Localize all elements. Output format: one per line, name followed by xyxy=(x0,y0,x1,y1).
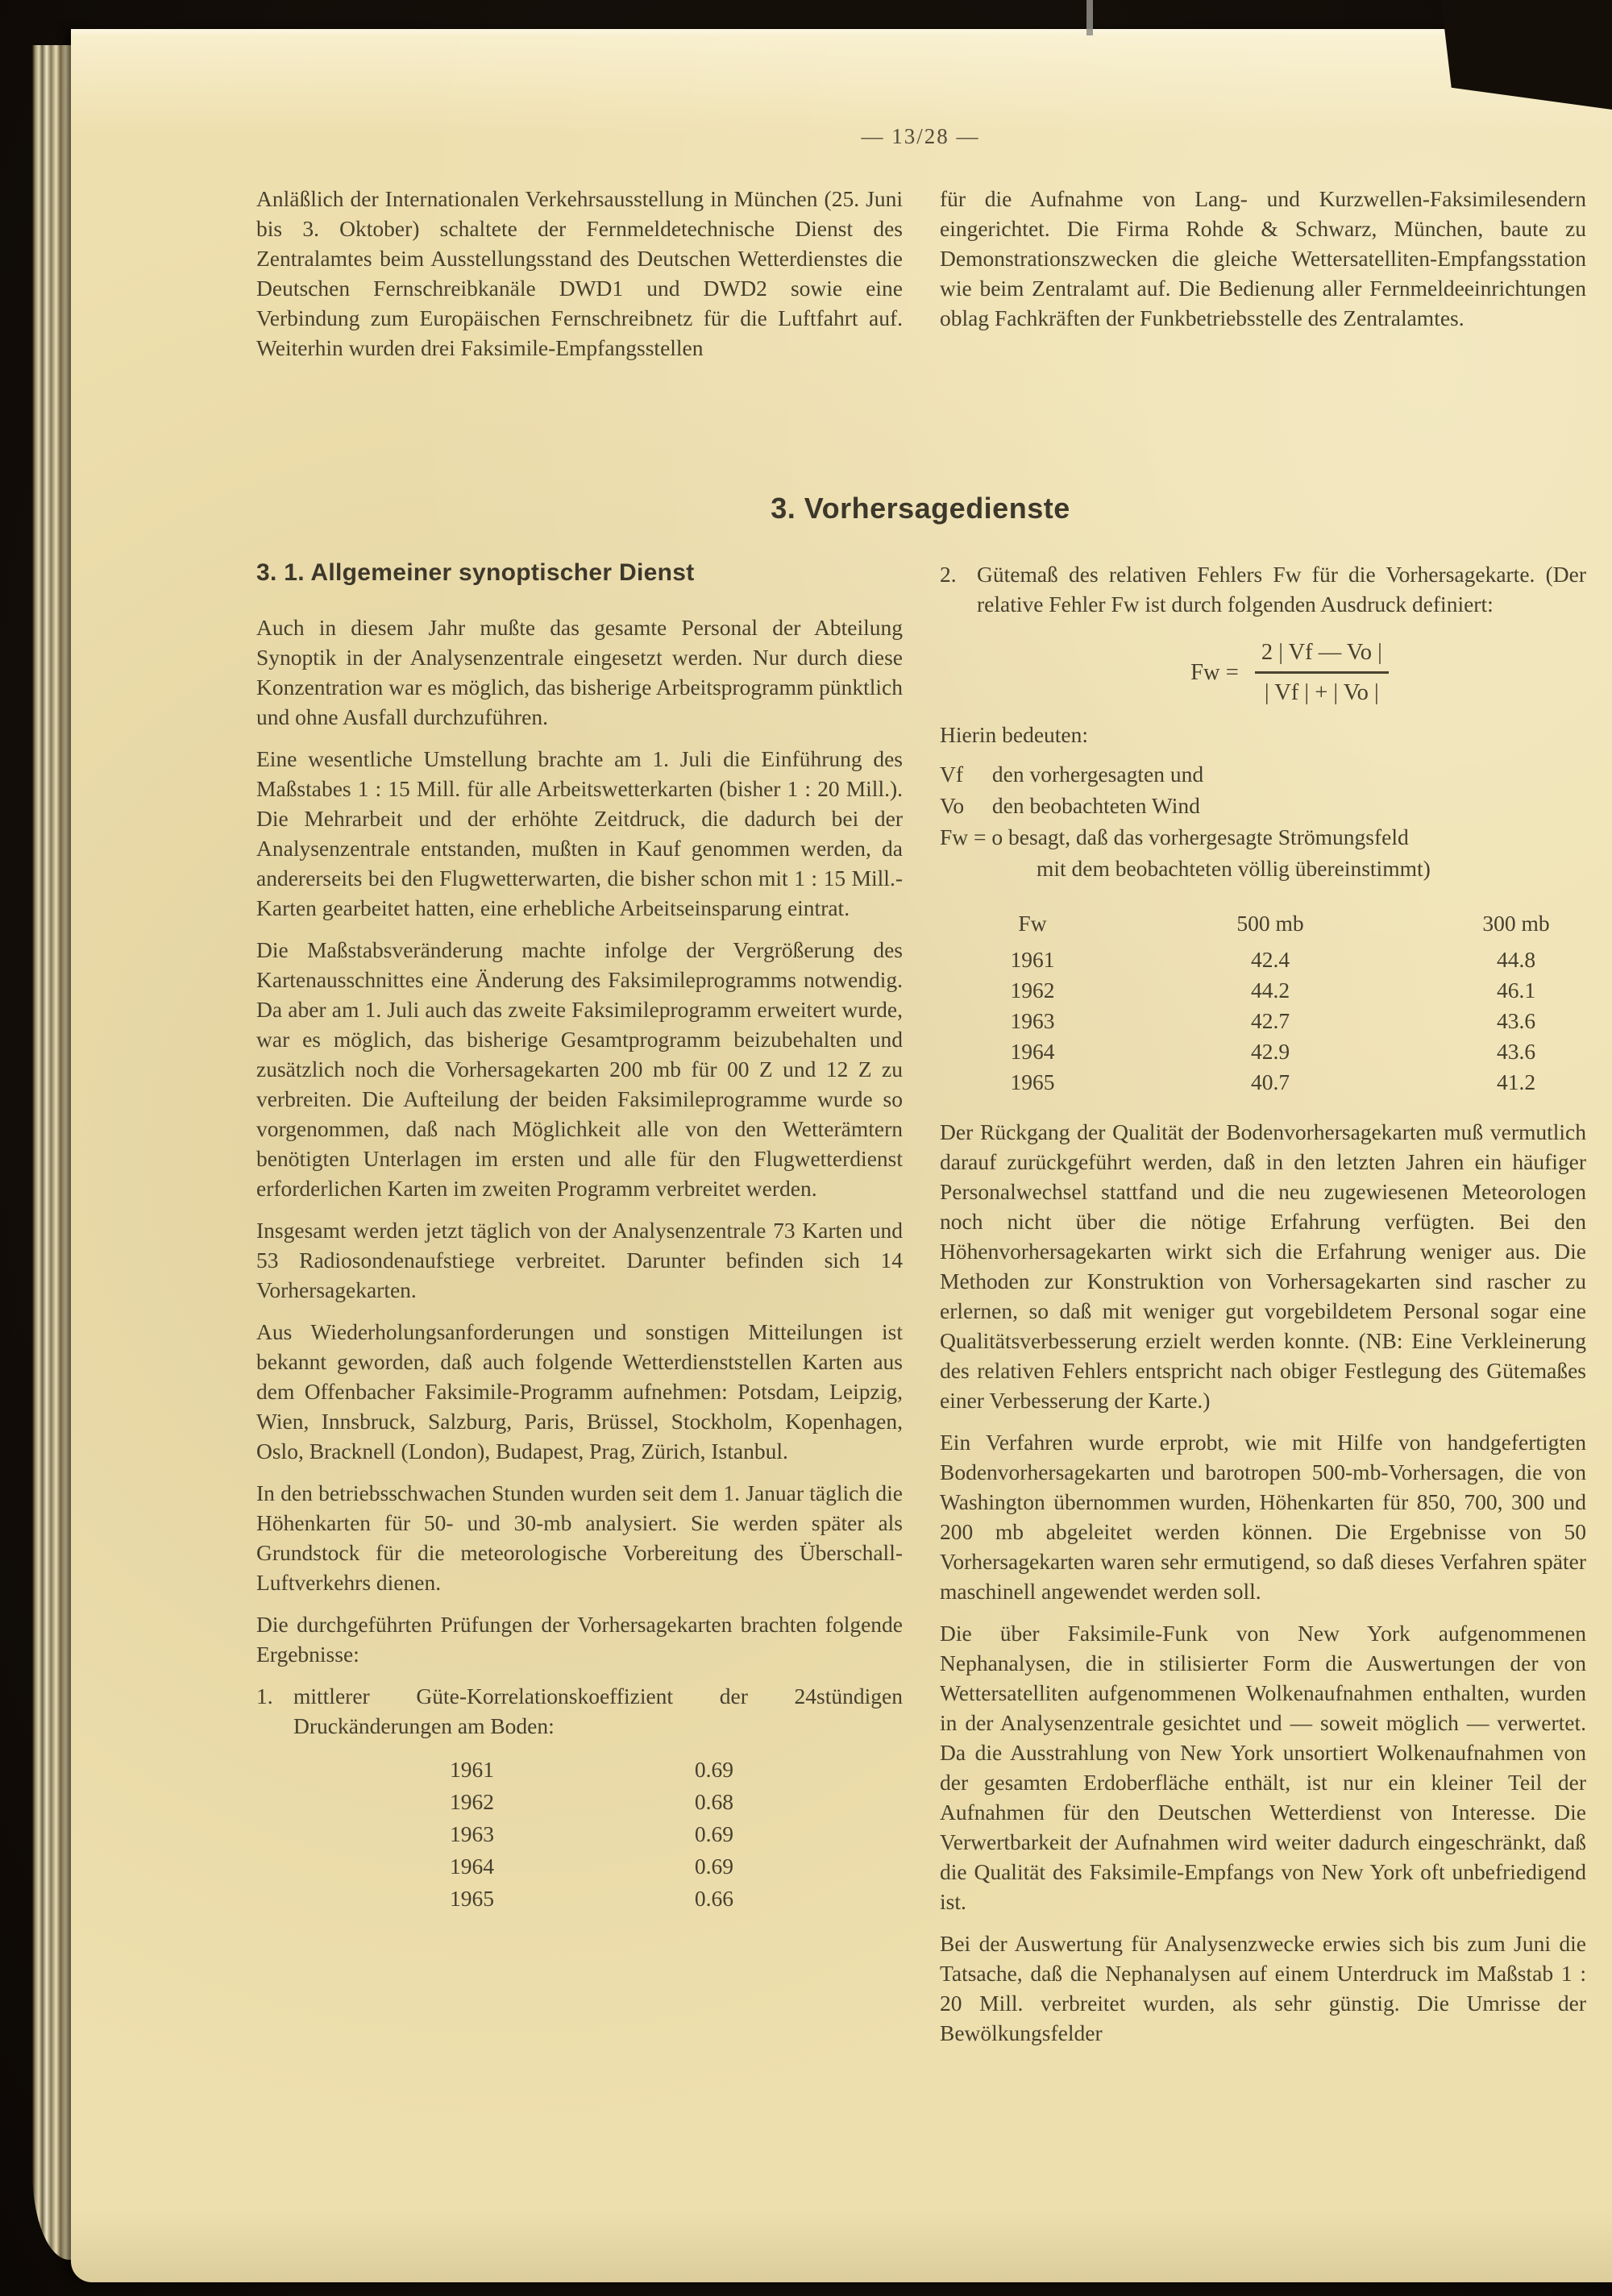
fw-table-row xyxy=(940,1006,1586,1036)
definitions-intro: Hierin bedeuten: xyxy=(940,722,1089,747)
subsection-heading: 3. 1. Allgemeiner synoptischer Dienst xyxy=(256,559,695,586)
formula-fraction xyxy=(1252,640,1392,706)
mb300-cell: 46.1 xyxy=(1496,978,1536,1003)
scan-artifact-line xyxy=(1086,0,1093,35)
vf-symbol: Vf xyxy=(940,762,964,787)
intro-paragraph-row xyxy=(256,184,1586,375)
header-cell: 300 mb xyxy=(1482,911,1550,936)
intro-right-column xyxy=(940,184,1586,375)
body-paragraph: Aus Wiederholungsanforderungen und sonstigen Mitteilungen ist bekannt geworden, daß auch folgende Wetterdienststellen Karten aus dem Offenbacher Faksimile-Programm aufnehmen: Potsdam, Leipzig, Wien, Innsbruck, Salzburg, Paris, Brüssel, Stockholm, Kopenhagen, Oslo, Bracknell (London), Budapest, Prag, Zürich, Istanbul. xyxy=(256,1319,903,1464)
scanned-page xyxy=(71,29,1612,2282)
ordered-item-2 xyxy=(940,559,1586,619)
value-cell: 0.69 xyxy=(694,1757,733,1782)
mb300-cell: 44.8 xyxy=(1496,947,1536,972)
fw-note-line1: Fw = o besagt, daß das vorhergesagte Strömungsfeld xyxy=(940,824,1409,849)
body-paragraph: Bei der Auswertung für Analysenzwecke erwies sich bis zum Juni die Tatsache, daß die Nephanalysen auf einem Unterdruck im Maßstab 1 : 20 Mill. verbreitet wurden, als sehr günstig. Die Umrisse der Bewölkungsfelder xyxy=(940,1931,1586,2045)
formula-denominator: | Vf | + | Vo | xyxy=(1255,671,1389,706)
intro-left-column xyxy=(256,184,903,375)
value-cell: 0.66 xyxy=(694,1886,733,1911)
mb300-cell: 43.6 xyxy=(1496,1008,1536,1033)
definition-vf xyxy=(940,758,1586,790)
item-marker: 2. xyxy=(940,562,957,587)
body-paragraph: Die durchgeführten Prüfungen der Vorhersagekarten brachten folgende Ergebnisse: xyxy=(256,1612,903,1667)
definition-vo xyxy=(940,790,1586,821)
body-paragraph: In den betriebsschwachen Stunden wurden seit dem 1. Januar täglich die Höhenkarten für 50- und 30-mb analysiert. Sie werden später als Grundstock für die meteorologische Vorbereitung des Überschall-Luftverkehrs dienen. xyxy=(256,1480,903,1595)
fw-note-line2: mit dem beobachteten völlig übereinstimmt) xyxy=(1037,856,1431,881)
vo-text: den beobachteten Wind xyxy=(991,793,1200,818)
table-row xyxy=(450,1850,733,1883)
fw-table-row xyxy=(940,1067,1586,1098)
fw-table-row xyxy=(940,975,1586,1006)
fw-table-header xyxy=(940,908,1586,939)
body-paragraph: Der Rückgang der Qualität der Bodenvorhersagekarten muß vermutlich darauf zurückgeführt werden, daß in den letzten Jahren ein häufiger Personalwechsel stattfand und die neu zugewiesenen Meteorologen noch nicht über die nötige Erfahrung verfügten. Bei den Höhenvorhersagekarten wirkt sich die Erfahrung weniger aus. Die Methoden zur Konstruktion von Vorhersagekarten sind rascher zu erlernen, so daß mit weniger gut vorgebildetem Personal sogar eine Qualitätsverbesserung erzielt werden konnte. (NB: Eine Verkleinerung des relativen Fehlers entspricht nach obiger Festlegung des Gütemaßes einer Verbesserung der Karte.) xyxy=(940,1119,1586,1413)
item-text: mittlerer Güte-Korrelationskoeffizient der 24stündigen Druckänderungen am Boden: xyxy=(293,1684,903,1738)
item-text: Gütemaß des relativen Fehlers Fw für die Vorhersagekarte. (Der relative Fehler Fw ist durch folgenden Ausdruck definiert: xyxy=(977,562,1586,617)
year-cell: 1964 xyxy=(1010,1039,1055,1064)
mb500-cell: 40.7 xyxy=(1250,1069,1290,1094)
body-paragraph: Auch in diesem Jahr mußte das gesamte Personal der Abteilung Synoptik in der Analysenzentrale eingesetzt werden. Nur durch diese Konzentration war es möglich, das bisherige Arbeitsprogramm pünktlich und ohne Ausfall durchzuführen. xyxy=(256,615,903,729)
body-paragraph: Eine wesentliche Umstellung brachte am 1. Juli die Einführung des Maßstabes 1 : 15 Mill. für alle Arbeitswetterkarten (bisher 1 : 20 Mill.). Die Mehrarbeit und der erhöhte Zeitdruck, die dadurch bei der Analysenzentrale entstanden, mußten in Kauf genommen werden, da andererseits bei den Flugwetterwarten, die bisher schon mit 1 : 15 Mill.-Karten gearbeitet hatten, eine erhebliche Arbeitseinsparung eintrat. xyxy=(256,746,903,920)
table-row xyxy=(450,1786,733,1818)
vo-symbol: Vo xyxy=(940,793,965,818)
item-marker: 1. xyxy=(256,1684,273,1709)
table-row xyxy=(450,1818,733,1850)
right-column xyxy=(940,559,1586,2060)
formula-numerator: 2 | Vf — Vo | xyxy=(1261,640,1382,665)
year-cell: 1961 xyxy=(1010,947,1055,972)
value-cell: 0.69 xyxy=(694,1821,733,1846)
year-cell: 1962 xyxy=(1010,978,1055,1003)
year-cell: 1963 xyxy=(1010,1008,1055,1033)
table-row xyxy=(450,1754,733,1786)
correlation-results-table xyxy=(450,1754,733,1915)
value-cell: 0.68 xyxy=(694,1789,733,1814)
year-cell: 1963 xyxy=(450,1821,494,1846)
mb300-cell: 41.2 xyxy=(1496,1069,1536,1094)
mb500-cell: 42.9 xyxy=(1250,1039,1290,1064)
mb500-cell: 42.4 xyxy=(1250,947,1290,972)
year-cell: 1965 xyxy=(450,1886,494,1911)
year-cell: 1961 xyxy=(450,1757,494,1782)
mb300-cell: 43.6 xyxy=(1496,1039,1536,1064)
mb500-cell: 44.2 xyxy=(1250,978,1290,1003)
page-number: — 13/28 — xyxy=(861,124,980,148)
body-paragraph: Ein Verfahren wurde erprobt, wie mit Hilfe von handgefertigten Bodenvorhersagekarten und barotropen 500-mb-Vorhersagen, die von Washington übernommen wurden, Höhenkarten für 850, 700, 300 und 200 mb abgeleitet werden können. Die Ergebnisse von 50 Vorhersagekarten waren sehr ermutigend, so daß dieses Verfahren später maschinell angewendet werden soll. xyxy=(940,1430,1586,1604)
body-paragraph: Die Maßstabsveränderung machte infolge der Vergrößerung des Kartenausschnittes eine Änderung des Faksimileprogramms notwendig. Da aber am 1. Juli auch das zweite Faksimileprogramm erweitert wurde, war es möglich, das bisherige Gesamtprogramm beizubehalten und zusätzlich noch die Vorhersagekarten 200 mb für 00 Z und 12 Z zu verbreiten. Die Aufteilung der beiden Faksimileprogramme wurde so vorgenommen, daß nach Möglichkeit alle von den Wetterämtern benötigten Unterlagen im ersten und alle für den Flugwetterdienst erforderlichen Karten im zweiten Programm verbreitet werden. xyxy=(256,937,903,1201)
left-column xyxy=(256,559,903,2060)
year-cell: 1964 xyxy=(450,1854,494,1879)
ordered-item-1 xyxy=(256,1681,903,1741)
body-paragraph: Die über Faksimile-Funk von New York aufgenommenen Nephanalysen, die in stilisierter Form die Auswertungen der von Wettersatelliten aufgenommenen Wolkenaufnahmen enthalten, wurden in der Analysenzentrale gesichtet und — soweit möglich — verwertet. Da die Ausstrahlung von New York unsortiert Wolkenaufnahmen von der gesamten Erdoberfläche enthält, ist nur ein kleiner Teil der Aufnahmen für den Deutschen Wetterdienst von Interesse. Die Verwertbarkeit der Aufnahmen wird weiter dadurch eingeschränkt, daß die Qualität des Faksimile-Empfangs von New York oft unbefriedigend ist. xyxy=(940,1621,1586,1914)
fw-table-row xyxy=(940,945,1586,975)
body-paragraph: Insgesamt werden jetzt täglich von der Analysenzentrale 73 Karten und 53 Radiosondenaufstiege verbreitet. Darunter befinden sich 14 Vorhersagekarten. xyxy=(256,1218,903,1302)
header-cell: 500 mb xyxy=(1236,911,1304,936)
intro-right-paragraph: für die Aufnahme von Lang- und Kurzwellen-Faksimilesendern eingerichtet. Die Firma Rohde & Schwarz, München, baute zu Demonstrationszwecken die gleiche Wettersatelliten-Empfangsstation wie beim Zentralamt auf. Die Bedienung aller Fernmeldeeinrichtungen oblag Fachkräften der Funkbetriebsstelle des Zentralamtes. xyxy=(940,186,1586,330)
main-content-row xyxy=(256,559,1586,2060)
year-cell: 1962 xyxy=(450,1789,494,1814)
table-row xyxy=(450,1883,733,1915)
mb500-cell: 42.7 xyxy=(1250,1008,1290,1033)
fw-table-row xyxy=(940,1036,1586,1067)
intro-left-paragraph: Anläßlich der Internationalen Verkehrsausstellung in München (25. Juni bis 3. Oktober) schaltete der Fernmeldetechnische Dienst des Zentralamtes beim Ausstellungsstand des Deutschen Wetterdienstes die Deutschen Fernschreibkanäle DWD1 und DWD2 sowie eine Verbindung zum Europäischen Fernschreibnetz für die Luftfahrt auf. Weiterhin wurden drei Faksimile-Empfangsstellen xyxy=(256,186,903,360)
formula-definitions xyxy=(940,719,1586,884)
book-page-edges xyxy=(32,45,76,2260)
section-heading: 3. Vorhersagedienste xyxy=(771,492,1070,525)
vf-text: den vorhergesagten und xyxy=(991,762,1204,787)
formula-lhs: Fw = xyxy=(1190,660,1239,685)
fw-formula xyxy=(996,640,1586,706)
year-cell: 1965 xyxy=(1010,1069,1055,1094)
header-cell: Fw xyxy=(1018,911,1047,936)
value-cell: 0.69 xyxy=(694,1854,733,1879)
fw-results-table xyxy=(940,908,1586,1098)
